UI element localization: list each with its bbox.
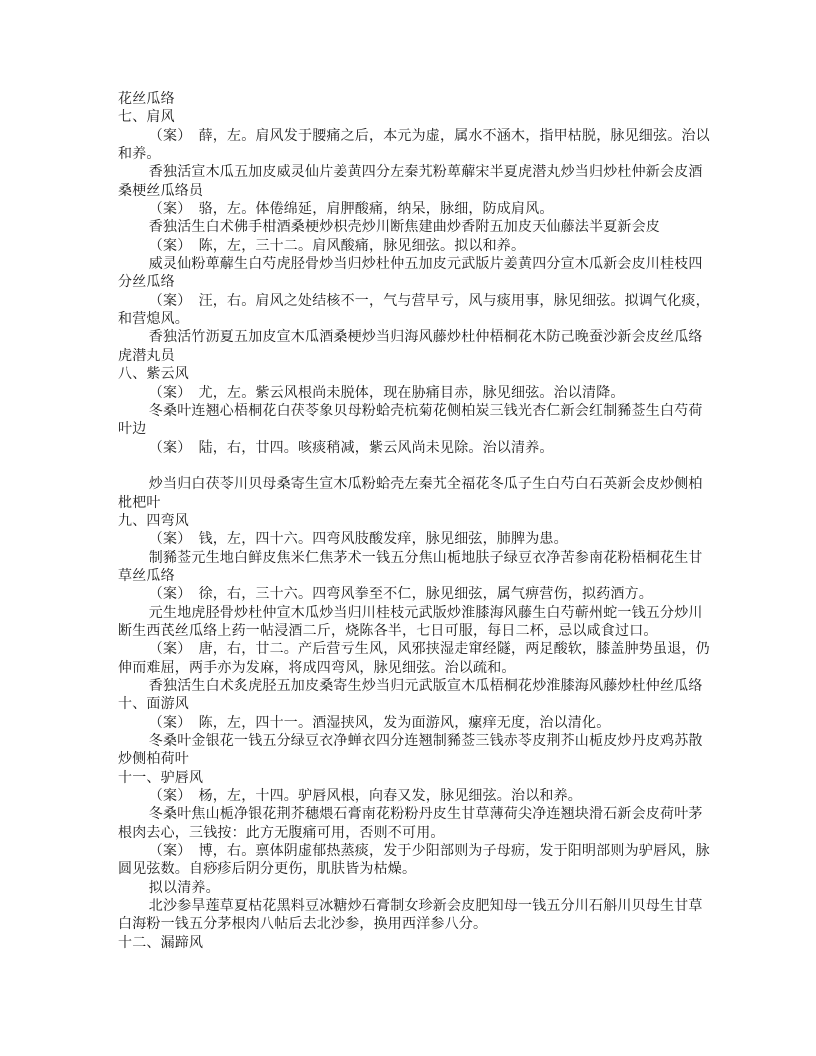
document-line: （案） 博，右。禀体阴虚郁热蒸痰，发于少阳部则为子母疬，发于阳明部则为驴唇风，脉 (148, 844, 710, 860)
document-line: （案） 陈，左，三十二。肩风酸痛，脉见细弦。拟以和养。 (148, 238, 526, 254)
document-line: （案） 徐，右，三十六。四弯风拳至不仁，脉见细弦，属气痹营伤，拟药酒方。 (148, 587, 653, 603)
document-line: （案） 尤，左。紫云风根尚未脱体，现在胁痛目赤，脉见细弦。治以清降。 (148, 385, 625, 401)
document-line: （案） 骆，左。体倦绵延，肩胛酸痛，纳呆，脉细，防成肩风。 (148, 202, 554, 218)
document-line: （案） 陆，右，廿四。咳痰稍减，紫云风尚未见除。治以清养。 (148, 440, 554, 456)
section-heading: 十、面游风 (118, 697, 189, 713)
document-line: 分丝瓜络 (118, 275, 175, 291)
document-line: 桑梗丝瓜络员 (118, 183, 204, 199)
document-line: 制豨莶元生地白鲜皮焦米仁焦茅术一钱五分焦山栀地肤子绿豆衣净苦参南花粉梧桐花生甘 (148, 550, 703, 566)
document-line: （案） 汪，右。肩风之处结核不一，气与营早亏，风与痰用事，脉见细弦。拟调气化痰， (148, 293, 710, 309)
document-line: 草丝瓜络 (118, 568, 175, 584)
document-line: （案） 陈，左，四十一。酒湿挟风，发为面游风，瘰痒无度，治以清化。 (148, 715, 611, 731)
section-heading: 八、紫云风 (118, 367, 189, 383)
document-line: 冬桑叶金银花一钱五分绿豆衣净蝉衣四分连翘制豨莶三钱赤苓皮荆芥山栀皮炒丹皮鸡苏散 (148, 734, 703, 750)
section-heading: 十一、驴唇风 (118, 770, 204, 786)
document-line: 炒当归白茯苓川贝母桑寄生宣木瓜粉蛤壳左秦艽全福花冬瓜子生白芍白石英新会皮炒侧柏 (148, 477, 703, 493)
document-line: 花丝瓜络 (118, 92, 175, 107)
document-line: 冬桑叶焦山栀净银花荆芥穗煨石膏南花粉粉丹皮生甘草薄荷尖净连翘块滑石新会皮荷叶茅 (148, 807, 703, 823)
document-line: （案） 唐，右，廿二。产后营亏生风，风邪挟湿走窜经隧，两足酸软，膝盖肿势虽退，仍 (148, 642, 710, 658)
document-line: 香独活生白术炙虎胫五加皮桑寄生炒当归元武版宣木瓜梧桐花炒淮膝海风藤炒杜仲丝瓜络 (148, 679, 703, 694)
document-line: （案） 杨，左，十四。驴唇风根，向春又发，脉见细弦。治以和养。 (148, 789, 582, 805)
document-line: 伸而难屈，两手亦为发麻，将成四弯风，脉见细弦。治以疏和。 (118, 660, 516, 676)
document-line: 北沙参旱莲草夏枯花黑料豆冰糖炒石膏制女珍新会皮肥知母一钱五分川石斛川贝母生甘草 (148, 899, 703, 915)
document-line: 断生西芪丝瓜络上药一帖浸酒二斤，烧陈各半，七日可服，每日二杯，忌以咸食过口。 (118, 623, 658, 639)
document-line: 根肉去心，三钱按：此方无腹痛可用，否则不可用。 (118, 825, 445, 841)
document-line: 和营熄风。 (118, 312, 189, 328)
blank-line (118, 458, 700, 476)
document-line: 元生地虎胫骨炒杜仲宣木瓜炒当归川桂枝元武版炒淮膝海风藤生白芍蕲州蛇一钱五分炒川 (148, 605, 703, 621)
document-line: 香独活生白术佛手柑酒桑梗炒枳壳炒川断焦建曲炒香附五加皮天仙藤法半夏新会皮 (148, 220, 660, 236)
document-line: 白海粉一钱五分茅根肉八帖后去北沙参，换用西洋参八分。 (118, 917, 488, 933)
document-line: 冬桑叶连翘心梧桐花白茯苓象贝母粉蛤壳杭菊花侧柏炭三钱光杏仁新会红制豨莶生白芍荷 (148, 403, 703, 419)
document-line: 香独活竹沥夏五加皮宣木瓜酒桑梗炒当归海风藤炒杜仲梧桐花木防己晚蚕沙新会皮丝瓜络 (148, 330, 703, 346)
section-heading: 七、肩风 (118, 110, 175, 126)
document-line: 威灵仙粉萆薢生白芍虎胫骨炒当归炒杜仲五加皮元武版片姜黄四分宣木瓜新会皮川桂枝四 (148, 257, 703, 273)
document-text-block (118, 91, 710, 953)
document-line: 拟以清养。 (148, 880, 220, 896)
document-line: 枇杷叶 (118, 495, 161, 511)
document-line: 和养。 (118, 147, 161, 163)
document-line: 炒侧柏荷叶 (118, 752, 189, 768)
document-line: 虎潜丸员 (118, 348, 175, 364)
document-line: 香独活宣木瓜五加皮威灵仙片姜黄四分左秦艽粉萆薢宋半夏虎潜丸炒当归炒杜仲新会皮酒 (148, 165, 703, 181)
document-line: （案） 薛，左。肩风发于腰痛之后，本元为虚，属水不涵木，指甲枯脱，脉见细弦。治以 (148, 128, 710, 144)
section-heading: 九、四弯风 (118, 513, 189, 529)
document-line: 叶边 (118, 422, 147, 438)
section-heading: 十二、漏蹄风 (118, 935, 204, 951)
document-line: 圆见弦数。自痧疹后阴分更伤，肌肤皆为枯燥。 (118, 862, 417, 878)
document-line: （案） 钱，左，四十六。四弯风肢酸发痒，脉见细弦，肺脾为患。 (148, 532, 568, 548)
